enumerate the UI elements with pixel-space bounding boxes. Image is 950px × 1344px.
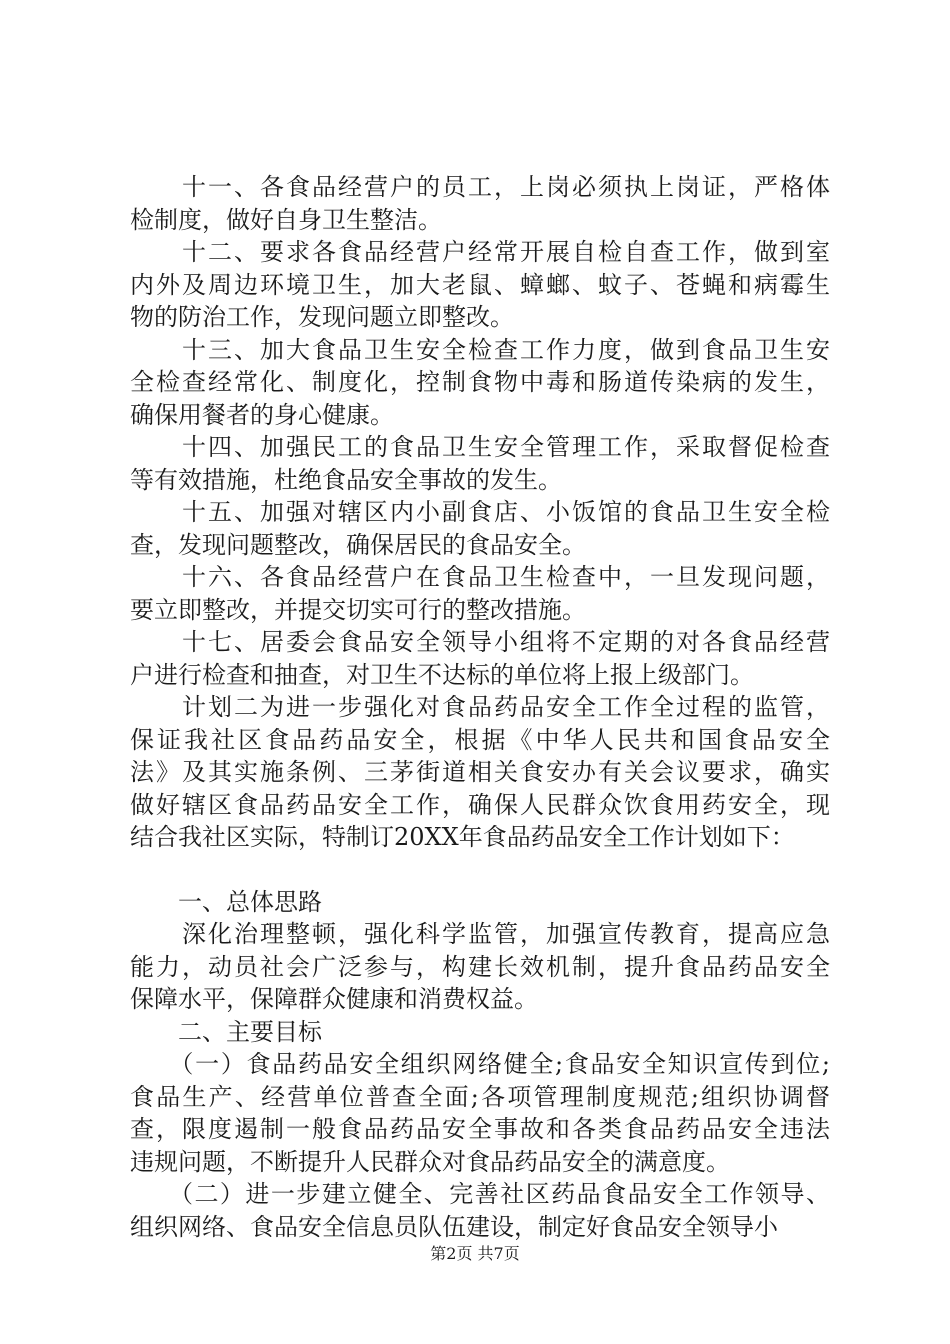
document-body [130,171,830,1243]
paragraph [130,626,830,691]
text-line: 要立即整改，并提交切实可行的整改措施。 [130,595,586,624]
text-line: 十七、居委会食品安全领导小组将不定期的对各食品经营 [130,628,830,656]
text-line: 查，限度遏制一般食品药品安全事故和各类食品药品安全违法 [130,1115,830,1143]
text-line: 十六、各食品经营户在食品卫生检查中，一旦发现问题， [130,563,830,591]
paragraph [130,561,830,626]
text-line: 十四、加强民工的食品卫生安全管理工作，采取督促检查 [130,433,830,461]
text-line: 物的防治工作，发现问题立即整改。 [130,303,514,331]
paragraph [130,691,830,854]
paragraph-gap [130,854,830,886]
text-line: 确保用餐者的身心健康。 [130,400,394,429]
text-line: 违规问题，不断提升人民群众对食品药品安全的满意度。 [130,1147,730,1176]
text-line: 十三、加大食品卫生安全检查工作力度，做到食品卫生安 [130,335,830,364]
text-line: 全检查经常化、制度化，控制食物中毒和肠道传染病的发生， [130,368,830,396]
paragraph [130,918,830,1016]
text-line: 等有效措施，杜绝食品安全事故的发生。 [130,465,562,494]
paragraph [130,1048,830,1178]
paragraph [130,496,830,561]
paragraph [130,1016,830,1049]
paragraph [130,171,830,236]
text-line: （二）进一步建立健全、完善社区药品食品安全工作领导、 [130,1180,830,1208]
text-line: 结合我社区实际，特制订20XX年食品药品安全工作计划如下： [130,823,795,851]
text-line: 能力，动员社会广泛参与，构建长效机制，提升食品药品安全 [130,952,830,981]
page-footer: 第2页 共7页 [430,1244,520,1263]
text-line: （一）食品药品安全组织网络健全;食品安全知识宣传到位; [130,1050,830,1078]
text-line: 组织网络、食品安全信息员队伍建设，制定好食品安全领导小 [130,1212,778,1241]
text-line: 食品生产、经营单位普查全面;各项管理制度规范;组织协调督 [130,1082,830,1111]
text-line: 一、总体思路 [130,887,322,916]
text-line: 查，发现问题整改，确保居民的食品安全。 [130,530,586,559]
text-line: 十二、要求各食品经营户经常开展自检自查工作，做到室 [130,238,830,266]
text-line: 做好辖区食品药品安全工作，确保人民群众饮食用药安全，现 [130,790,830,819]
text-line: 保证我社区食品药品安全，根据《中华人民共和国食品安全 [130,725,830,754]
text-line: 十一、各食品经营户的员工，上岗必须执上岗证，严格体 [130,173,830,201]
text-line: 内外及周边环境卫生，加大老鼠、蟑螂、蚊子、苍蝇和病霉生 [130,270,830,299]
paragraph [130,1178,830,1243]
paragraph [130,236,830,334]
text-line: 法》及其实施条例、三茅街道相关食安办有关会议要求，确实 [130,758,830,786]
text-line: 保障水平，保障群众健康和消费权益。 [130,985,538,1013]
paragraph [130,431,830,496]
text-line: 计划二为进一步强化对食品药品安全工作全过程的监管， [130,693,830,721]
paragraph [130,334,830,432]
text-line: 二、主要目标 [130,1017,322,1046]
paragraph [130,886,830,919]
text-line: 检制度，做好自身卫生整洁。 [130,205,442,234]
text-line: 十五、加强对辖区内小副食店、小饭馆的食品卫生安全检 [130,498,830,526]
text-line: 深化治理整顿，强化科学监管，加强宣传教育，提高应急 [130,920,830,948]
text-line: 户进行检查和抽查，对卫生不达标的单位将上报上级部门。 [130,660,754,689]
